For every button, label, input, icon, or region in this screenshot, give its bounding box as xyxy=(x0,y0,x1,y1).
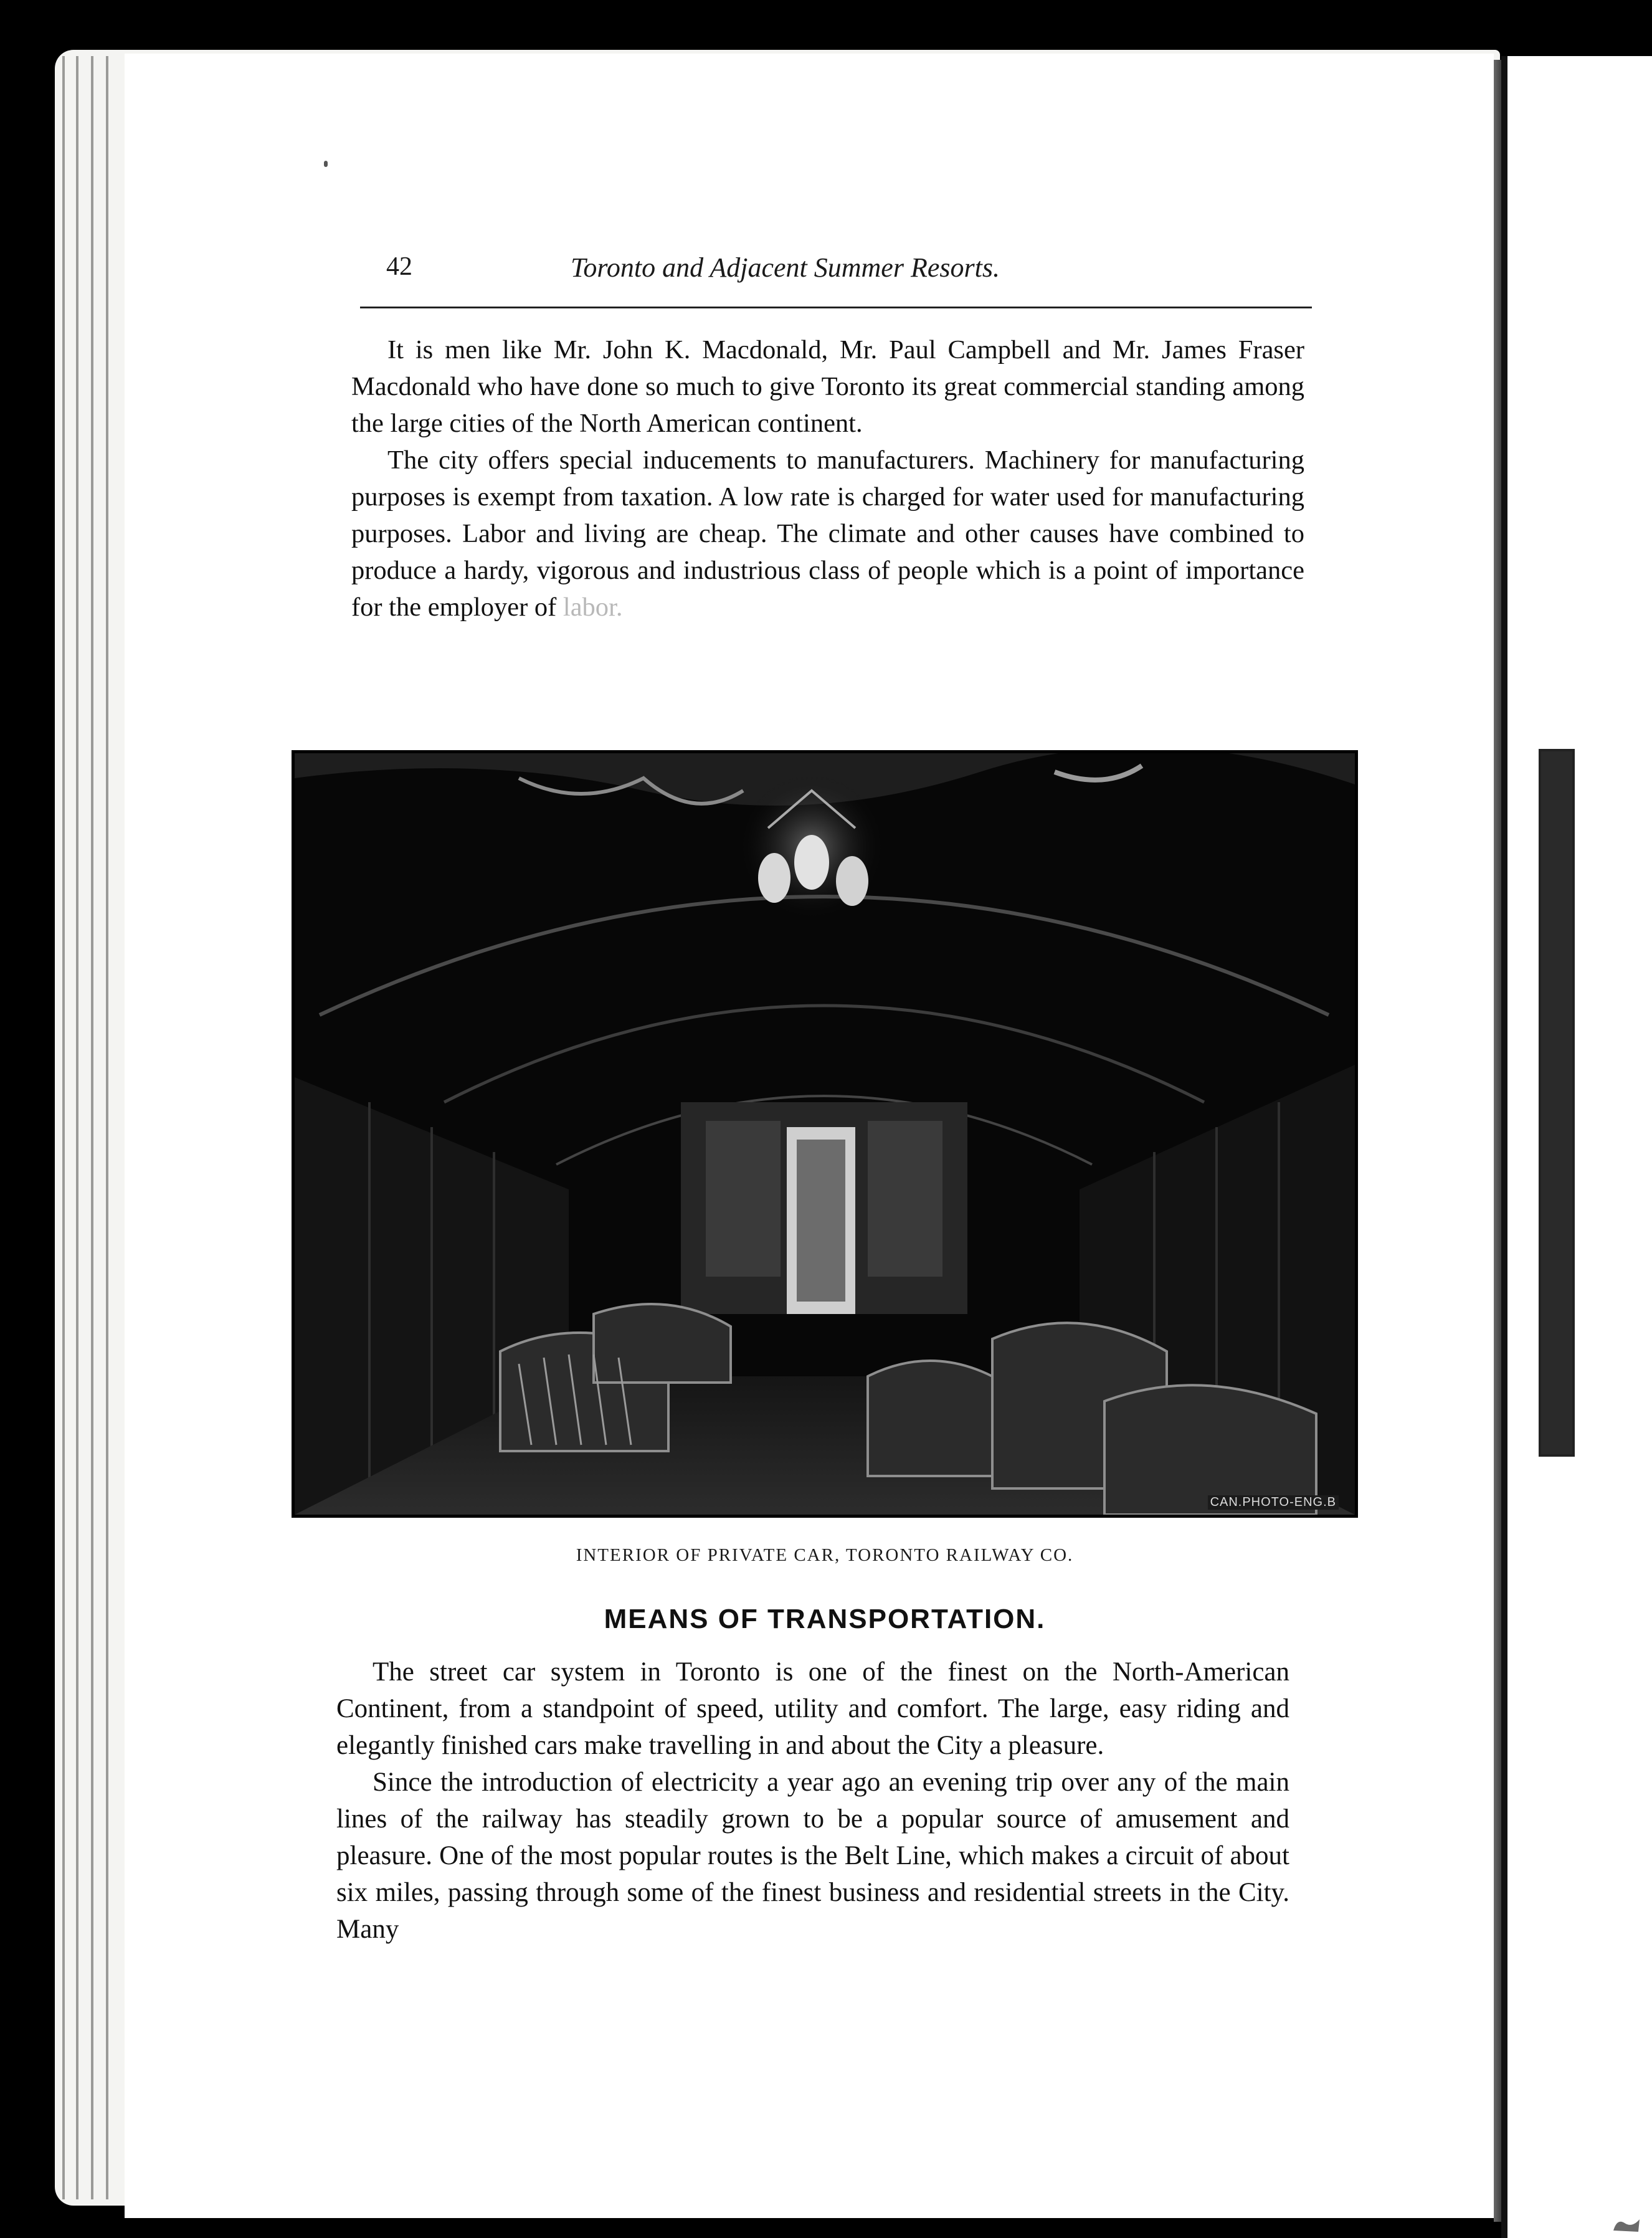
body-text-top xyxy=(351,331,1304,626)
paragraph-text: The city offers special inducements to manufacturers. Machinery for manufacturing purposes is exempt from taxation. A low rate is charged for water used for manufacturing purposes. Labor and living are cheap. The climate and other causes have combined to produce a hardy, vigorous and industrious class of people which is a point of importance for the employer of xyxy=(351,445,1304,622)
page-edge xyxy=(91,56,93,2199)
running-title: Toronto and Adjacent Summer Resorts. xyxy=(571,252,1000,283)
figure-caption: INTERIOR OF PRIVATE CAR, TORONTO RAILWAY CO. xyxy=(576,1545,1074,1565)
facing-page-edge xyxy=(1501,56,1652,2238)
running-head xyxy=(386,252,1321,295)
paragraph: Since the introduction of electricity a year ago an evening trip over any of the main lines of the railway has steadily grown to be a popular source of amusement and pleasure. One of the most popular routes is the Belt Line, which makes a circuit of about six miles, passing through some of the finest business and residential streets in the City. Many xyxy=(336,1768,1289,1944)
interior-photograph xyxy=(292,750,1358,1518)
page-edge xyxy=(62,56,65,2199)
header-rule xyxy=(360,307,1312,308)
paragraph: The street car system in Toronto is one of the finest on the North-American Continent, from a standpoint of speed, utility and comfort. The large, easy riding and elegantly finished cars make travelling in and about the City a pleasure. xyxy=(336,1657,1289,1760)
railway-car-interior-illustration xyxy=(295,753,1355,1515)
page-number: 42 xyxy=(386,252,412,281)
paragraph xyxy=(351,442,1304,626)
facing-page-image-edge xyxy=(1539,749,1575,1457)
body-text-bottom xyxy=(336,1654,1289,1948)
photo-engraver-credit: CAN.PHOTO-ENG.B xyxy=(1208,1495,1339,1510)
ink-speck xyxy=(324,161,328,167)
faded-word: labor. xyxy=(563,593,623,622)
page-edge xyxy=(106,56,108,2199)
ink-blot-mark xyxy=(1611,2216,1642,2233)
paragraph: It is men like Mr. John K. Macdonald, Mr. Paul Campbell and Mr. James Fraser Macdonald who have done so much to give Toronto its great commercial standing among the large cities of the North American continent. xyxy=(351,335,1304,438)
section-heading: MEANS OF TRANSPORTATION. xyxy=(604,1604,1046,1634)
page-edge xyxy=(76,56,78,2199)
